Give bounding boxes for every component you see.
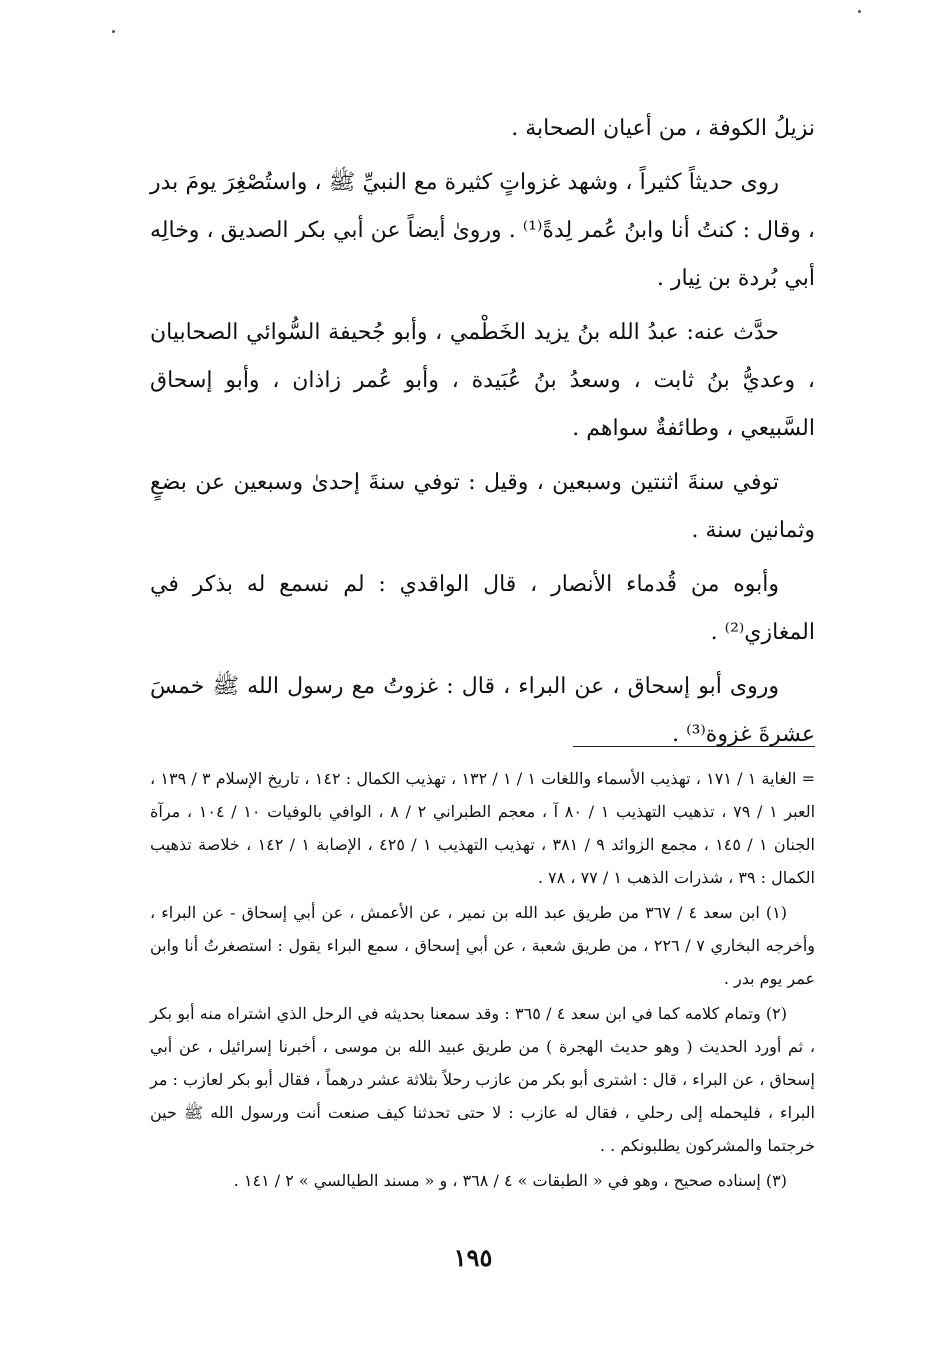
footnotes [150,762,815,1199]
scan-speck [112,30,115,33]
main-text [150,105,815,765]
paragraph: نزيلُ الكوفة ، من أعيان الصحابة . [511,116,815,141]
paragraph: وروى أبو إسحاق ، عن البراء ، قال : غزوتُ مع رسول الله ﷺ خمسَ عشرةَ غزوة⁽³⁾ . [150,674,815,747]
paragraph: حدَّث عنه: عبدُ الله بنُ يزيد الخَطْمي ، وأبو جُحيفة السُّوائي الصحابيان ، وعديُّ بنُ ثابت ، وسعدُ بنُ عُبَيدة ، وأبو عُمر زاذان ، وأبو إسحاق السَّبيعي ، وطائفةٌ سواهم . [150,320,815,441]
scan-speck [858,10,861,13]
paragraph: روى حديثاً كثيراً ، وشهد غزواتٍ كثيرة مع النبيِّ ﷺ ، واستُصْغِرَ يومَ بدر ، وقال : كنتُ أنا وابنُ عُمر لِدةً⁽¹⁾ . وروىٰ أيضاً عن أبي بكر الصديق ، وخالِه أبي بُردة بن نِيار . [150,170,815,291]
footnote-separator [573,746,815,747]
paragraph: توفي سنةَ اثنتين وسبعين ، وقيل : توفي سنةَ إحدىٰ وسبعين عن بضعٍ وثمانين سنة . [150,470,815,543]
footnote: = الغاية ١ / ١٧١ ، تهذيب الأسماء واللغات ١ / ١ / ١٣٢ ، تهذيب الكمال : ١٤٢ ، تاريخ الإسلام ٣ / ١٣٩ ، العبر ١ / ٧٩ ، تذهيب التهذيب ١ / ٨٠ آ ، معجم الطبراني ٢ / ٨ ، الوافي بالوفيات ١٠ / ١٠٤ ، مرآة الجنان ١ / ١٤٥ ، مجمع الزوائد ٩ / ٣٨١ ، تهذيب التهذيب ١ / ٤٢٥ ، الإصابة ١ / ١٤٢ ، خلاصة تذهيب الكمال : ٣٩ ، شذرات الذهب ١ / ٧٧ ، ٧٨ . [150,769,816,887]
page-number: ١٩٥ [453,1243,493,1272]
footnote: (٣) إسناده صحيح ، وهو في « الطبقات » ٤ / ٣٦٨ ، و « مسند الطيالسي » ٢ / ١٤١ . [233,1171,787,1190]
paragraph: وأبوه من قُدماء الأنصار ، قال الواقدي : لم نسمع له بذكر في المغازي⁽²⁾ . [150,572,815,645]
footnote: (٢) وتمام كلامه كما في ابن سعد ٤ / ٣٦٥ : وقد سمعنا بحديثه في الرحل الذي اشتراه منه أبو بكر ، ثم أورد الحديث ( وهو حديث الهجرة ) من طريق عبيد الله بن موسى ، أخبرنا إسرائيل ، عن أبي إسحاق ، عن البراء ، قال : اشترى أبو بكر من عازب رحلاً بثلاثة عشر درهماً ، فقال أبو بكر لعازب : مر البراء ، فليحمله إلى رحلي ، فقال له عازب : لا حتى تحدثنا كيف صنعت أنت ورسول الله ﷺ حين خرجتما والمشركون يطلبونكم . . [150,1004,815,1155]
footnote: (١) ابن سعد ٤ / ٣٦٧ من طريق عبد الله بن نمير ، عن الأعمش ، عن أبي إسحاق - عن البراء ، وأخرجه البخاري ٧ / ٢٢٦ ، من طريق شعبة ، عن أبي إسحاق ، سمع البراء يقول : استصغرتُ أنا وابن عمر يوم بدر . [150,903,816,988]
